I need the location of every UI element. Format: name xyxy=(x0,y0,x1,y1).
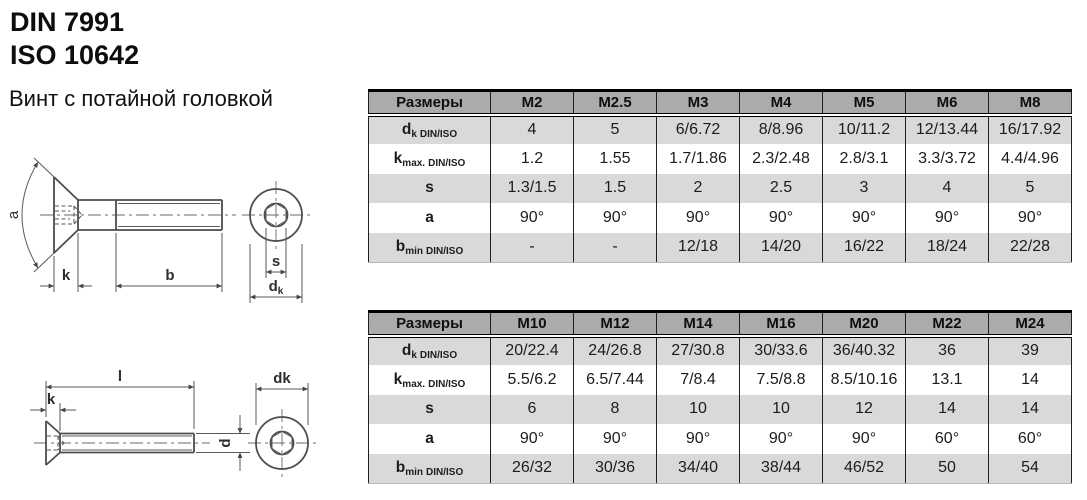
cell-value: 90° xyxy=(740,424,823,454)
header-size-m4: M4 xyxy=(740,91,823,115)
table-row-d xyxy=(369,336,1072,366)
header-row xyxy=(369,91,1072,115)
head-height-dimension xyxy=(30,391,76,431)
cell-value: 30/33.6 xyxy=(740,336,823,366)
row-label-subscript: k xyxy=(411,350,417,362)
cell-value: 6.5/7.44 xyxy=(574,365,657,395)
cell-value: 12/13.44 xyxy=(906,115,989,145)
cell-value: 12 xyxy=(823,395,906,425)
cell-value: 14/20 xyxy=(740,233,823,263)
cell-value: 16/17.92 xyxy=(989,115,1072,145)
cell-value: 60° xyxy=(906,424,989,454)
header-size-m10: M10 xyxy=(491,312,574,336)
row-label xyxy=(369,454,491,484)
row-label-base: b xyxy=(395,238,406,255)
row-label xyxy=(369,424,491,454)
product-subtitle: Винт с потайной головкой xyxy=(9,86,273,111)
table-row-s xyxy=(369,395,1072,425)
cell-value: - xyxy=(574,233,657,263)
row-label-base: a xyxy=(425,208,434,226)
cell-value: 6/6.72 xyxy=(657,115,740,145)
row-label-base: d xyxy=(401,121,412,139)
cell-value: 7/8.4 xyxy=(657,365,740,395)
cell-value: 2 xyxy=(657,174,740,204)
cell-value: 20/22.4 xyxy=(491,336,574,366)
row-label-base: s xyxy=(425,179,434,197)
cell-value: 10/11.2 xyxy=(823,115,906,145)
header-size-m12: M12 xyxy=(574,312,657,336)
table-row-a xyxy=(369,203,1072,233)
head-end-view xyxy=(242,181,310,249)
cell-value: 26/32 xyxy=(491,454,574,484)
cell-value: 5 xyxy=(574,115,657,145)
cell-value: 90° xyxy=(740,203,823,233)
table-row-a xyxy=(369,424,1072,454)
cell-value: 36/40.32 xyxy=(823,336,906,366)
cell-value: 12/18 xyxy=(657,233,740,263)
cell-value: 90° xyxy=(574,424,657,454)
row-label xyxy=(369,233,491,263)
cell-value: 90° xyxy=(823,203,906,233)
angle-label: a xyxy=(5,210,22,220)
cell-value: 7.5/8.8 xyxy=(740,365,823,395)
cell-value: 90° xyxy=(491,424,574,454)
cell-value: 1.3/1.5 xyxy=(491,174,574,204)
overall-length-dimension xyxy=(46,368,194,429)
screw-length-view-drawing xyxy=(4,343,334,500)
cell-value: 2.8/3.1 xyxy=(823,144,906,174)
cell-value: 3.3/3.72 xyxy=(906,144,989,174)
row-label-note: DIN/ISO xyxy=(428,378,466,390)
cell-value: 3 xyxy=(823,174,906,204)
cell-value: 90° xyxy=(989,203,1072,233)
cell-value: 39 xyxy=(989,336,1072,366)
thread-diameter-label: d xyxy=(217,438,234,448)
cell-value: 14 xyxy=(906,395,989,425)
table-row-b xyxy=(369,454,1072,484)
row-label xyxy=(369,203,491,233)
cell-value: 8/8.96 xyxy=(740,115,823,145)
row-label xyxy=(369,336,491,366)
head-end-view xyxy=(248,409,316,477)
title-block xyxy=(10,6,139,72)
cell-value: 16/22 xyxy=(823,233,906,263)
cell-value: 5 xyxy=(989,174,1072,204)
row-label xyxy=(369,115,491,145)
cell-value: 38/44 xyxy=(740,454,823,484)
cell-value: 14 xyxy=(989,395,1072,425)
cell-value: 1.2 xyxy=(491,144,574,174)
cell-value: 6 xyxy=(491,395,574,425)
header-size-m5: M5 xyxy=(823,91,906,115)
header-sizes: Размеры xyxy=(369,312,491,336)
cell-value: 4.4/4.96 xyxy=(989,144,1072,174)
cell-value: 2.5 xyxy=(740,174,823,204)
row-label xyxy=(369,174,491,204)
cell-value: 10 xyxy=(740,395,823,425)
cell-value: 90° xyxy=(657,203,740,233)
cell-value: 18/24 xyxy=(906,233,989,263)
overall-length-label: l xyxy=(117,368,123,385)
cell-value: 60° xyxy=(989,424,1072,454)
header-size-m2: M2 xyxy=(491,91,574,115)
cell-value: 4 xyxy=(906,174,989,204)
row-label-base: s xyxy=(425,400,434,418)
header-sizes: Размеры xyxy=(369,91,491,115)
table-row-s xyxy=(369,174,1072,204)
cell-value: 30/36 xyxy=(574,454,657,484)
row-label-base: k xyxy=(393,370,403,388)
cell-value: 46/52 xyxy=(823,454,906,484)
cell-value: 13.1 xyxy=(906,365,989,395)
cell-value: 1.7/1.86 xyxy=(657,144,740,174)
row-label-base: a xyxy=(425,429,434,447)
thread-length-label: b xyxy=(165,267,175,284)
dimensions-table-m10-m24 xyxy=(368,310,1072,484)
cell-value: 5.5/6.2 xyxy=(491,365,574,395)
cell-value: - xyxy=(491,233,574,263)
row-label xyxy=(369,365,491,395)
row-label-subscript: k xyxy=(411,129,417,141)
row-label xyxy=(369,395,491,425)
header-size-m8: M8 xyxy=(989,91,1072,115)
cell-value: 34/40 xyxy=(657,454,740,484)
header-size-m24: M24 xyxy=(989,312,1072,336)
cell-value: 90° xyxy=(491,203,574,233)
thread-length-dimension xyxy=(116,233,222,292)
cell-value: 27/30.8 xyxy=(657,336,740,366)
table-row-b xyxy=(369,233,1072,263)
cell-value: 24/26.8 xyxy=(574,336,657,366)
standard-iso-title: ISO 10642 xyxy=(10,40,140,70)
row-label-note: DIN/ISO xyxy=(426,467,464,478)
cell-value: 8 xyxy=(574,395,657,425)
cell-value: 1.55 xyxy=(574,144,657,174)
dimensions-table-m2-m8 xyxy=(368,89,1072,263)
cell-value: 90° xyxy=(657,424,740,454)
cell-value: 90° xyxy=(906,203,989,233)
cell-value: 8.5/10.16 xyxy=(823,365,906,395)
row-label-note: DIN/ISO xyxy=(426,246,464,257)
header-size-m2.5: M2.5 xyxy=(574,91,657,115)
row-label-subscript: min xyxy=(405,246,423,257)
cell-value: 14 xyxy=(989,365,1072,395)
head-diameter-label: $d_k$ xyxy=(268,278,284,297)
row-label-base: d xyxy=(401,342,412,360)
header-size-m22: M22 xyxy=(906,312,989,336)
row-label-note: DIN/ISO xyxy=(419,129,458,141)
row-label-subscript: max. xyxy=(402,157,426,169)
header-size-m20: M20 xyxy=(823,312,906,336)
cell-value: 1.5 xyxy=(574,174,657,204)
cell-value: 50 xyxy=(906,454,989,484)
cell-value: 4 xyxy=(491,115,574,145)
row-label-note: DIN/ISO xyxy=(419,350,458,362)
cell-value: 90° xyxy=(574,203,657,233)
row-label-base: b xyxy=(395,459,406,476)
table-row-k xyxy=(369,365,1072,395)
row-label-base: k xyxy=(393,149,403,167)
head-height-label: k xyxy=(46,391,56,408)
row-label-subscript: min xyxy=(405,467,423,478)
row-label-subscript: max. xyxy=(402,378,426,390)
head-height-label: k xyxy=(61,267,71,284)
cell-value: 10 xyxy=(657,395,740,425)
screw-side-view-drawing xyxy=(4,150,334,308)
head-diameter-label: dk xyxy=(273,370,291,387)
header-size-m6: M6 xyxy=(906,91,989,115)
cell-value: 36 xyxy=(906,336,989,366)
header-row xyxy=(369,312,1072,336)
cell-value: 2.3/2.48 xyxy=(740,144,823,174)
header-size-m16: M16 xyxy=(740,312,823,336)
standard-din-title: DIN 7991 xyxy=(10,7,125,37)
header-size-m14: M14 xyxy=(657,312,740,336)
table-row-d xyxy=(369,115,1072,145)
cell-value: 54 xyxy=(989,454,1072,484)
table-row-k xyxy=(369,144,1072,174)
row-label-note: DIN/ISO xyxy=(428,157,466,169)
header-size-m3: M3 xyxy=(657,91,740,115)
row-label xyxy=(369,144,491,174)
cell-value: 22/28 xyxy=(989,233,1072,263)
cell-value: 90° xyxy=(823,424,906,454)
socket-size-label: s xyxy=(271,253,281,270)
